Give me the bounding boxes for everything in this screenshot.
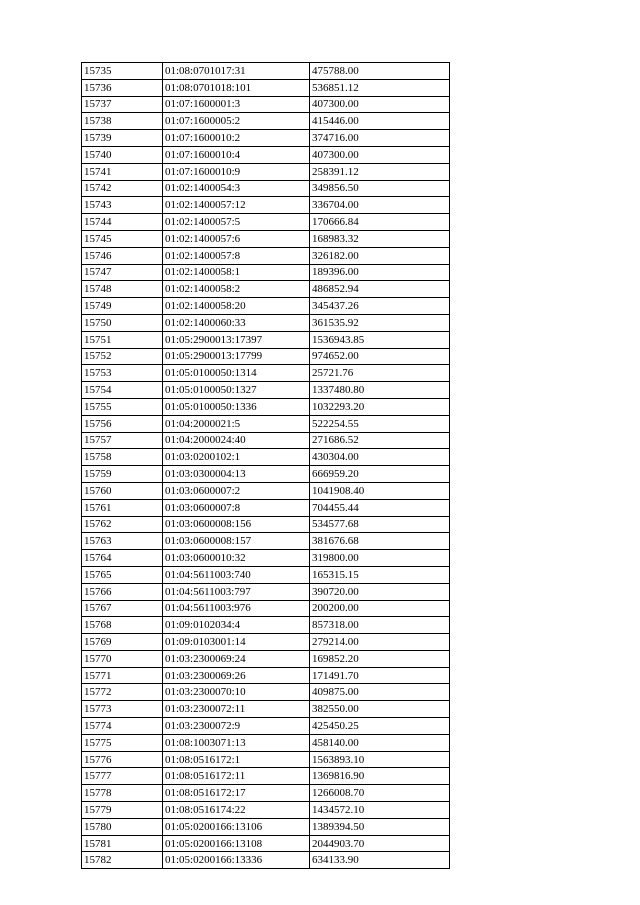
cadastral-number-cell: 01:02:1400054:3 — [163, 180, 310, 197]
row-number-cell: 15782 — [82, 852, 163, 869]
table-row — [82, 701, 450, 718]
cadastral-number-cell: 01:02:1400058:2 — [163, 281, 310, 298]
row-number-cell: 15780 — [82, 818, 163, 835]
value-cell: 458140.00 — [310, 734, 450, 751]
cadastral-number-cell: 01:02:1400057:5 — [163, 214, 310, 231]
table-row — [82, 802, 450, 819]
value-cell: 374716.00 — [310, 130, 450, 147]
table-row — [82, 785, 450, 802]
value-cell: 1536943.85 — [310, 331, 450, 348]
row-number-cell: 15766 — [82, 583, 163, 600]
row-number-cell: 15747 — [82, 264, 163, 281]
row-number-cell: 15743 — [82, 197, 163, 214]
table-row — [82, 298, 450, 315]
row-number-cell: 15765 — [82, 566, 163, 583]
cadastral-number-cell: 01:03:2300072:11 — [163, 701, 310, 718]
row-number-cell: 15745 — [82, 230, 163, 247]
table-row — [82, 566, 450, 583]
table-row — [82, 314, 450, 331]
value-cell: 169852.20 — [310, 650, 450, 667]
row-number-cell: 15777 — [82, 768, 163, 785]
cadastral-number-cell: 01:02:1400057:8 — [163, 247, 310, 264]
cadastral-number-cell: 01:08:0701018:101 — [163, 79, 310, 96]
value-cell: 1337480.80 — [310, 382, 450, 399]
row-number-cell: 15749 — [82, 298, 163, 315]
row-number-cell: 15744 — [82, 214, 163, 231]
row-number-cell: 15774 — [82, 718, 163, 735]
row-number-cell: 15754 — [82, 382, 163, 399]
value-cell: 170666.84 — [310, 214, 450, 231]
table-row — [82, 398, 450, 415]
cadastral-number-cell: 01:03:0600010:32 — [163, 550, 310, 567]
row-number-cell: 15756 — [82, 415, 163, 432]
row-number-cell: 15748 — [82, 281, 163, 298]
cadastral-number-cell: 01:04:5611003:740 — [163, 566, 310, 583]
row-number-cell: 15768 — [82, 617, 163, 634]
table-row — [82, 466, 450, 483]
cadastral-number-cell: 01:04:2000021:5 — [163, 415, 310, 432]
cadastral-number-cell: 01:02:1400057:6 — [163, 230, 310, 247]
row-number-cell: 15775 — [82, 734, 163, 751]
cadastral-number-cell: 01:05:2900013:17799 — [163, 348, 310, 365]
cadastral-number-cell: 01:08:0516172:1 — [163, 751, 310, 768]
cadastral-number-cell: 01:03:0300004:13 — [163, 466, 310, 483]
cadastral-number-cell: 01:05:0100050:1327 — [163, 382, 310, 399]
cadastral-number-cell: 01:07:1600010:4 — [163, 146, 310, 163]
table-row — [82, 180, 450, 197]
value-cell: 704455.44 — [310, 499, 450, 516]
row-number-cell: 15762 — [82, 516, 163, 533]
value-cell: 475788.00 — [310, 63, 450, 80]
table-row — [82, 449, 450, 466]
value-cell: 857318.00 — [310, 617, 450, 634]
value-cell: 200200.00 — [310, 600, 450, 617]
cadastral-number-cell: 01:07:1600005:2 — [163, 113, 310, 130]
value-cell: 345437.26 — [310, 298, 450, 315]
table-row — [82, 382, 450, 399]
document-page — [81, 62, 450, 869]
table-row — [82, 718, 450, 735]
cadastral-number-cell: 01:07:1600001:3 — [163, 96, 310, 113]
cadastral-number-cell: 01:05:0200166:13106 — [163, 818, 310, 835]
value-cell: 1369816.90 — [310, 768, 450, 785]
row-number-cell: 15779 — [82, 802, 163, 819]
table-row — [82, 499, 450, 516]
table-row — [82, 768, 450, 785]
table-row — [82, 516, 450, 533]
table-row — [82, 197, 450, 214]
table-row — [82, 818, 450, 835]
row-number-cell: 15758 — [82, 449, 163, 466]
row-number-cell: 15740 — [82, 146, 163, 163]
table-row — [82, 348, 450, 365]
table-row — [82, 533, 450, 550]
table-row — [82, 281, 450, 298]
table-row — [82, 415, 450, 432]
row-number-cell: 15742 — [82, 180, 163, 197]
cadastral-number-cell: 01:03:0600007:8 — [163, 499, 310, 516]
value-cell: 407300.00 — [310, 146, 450, 163]
cadastral-number-cell: 01:03:0600008:156 — [163, 516, 310, 533]
row-number-cell: 15781 — [82, 835, 163, 852]
value-cell: 1389394.50 — [310, 818, 450, 835]
table-row — [82, 583, 450, 600]
row-number-cell: 15739 — [82, 130, 163, 147]
table-row — [82, 751, 450, 768]
cadastral-number-cell: 01:03:0200102:1 — [163, 449, 310, 466]
cadastral-number-cell: 01:03:2300070:10 — [163, 684, 310, 701]
cadastral-number-cell: 01:09:0102034:4 — [163, 617, 310, 634]
table-row — [82, 247, 450, 264]
value-cell: 536851.12 — [310, 79, 450, 96]
value-cell: 361535.92 — [310, 314, 450, 331]
cadastral-number-cell: 01:05:0100050:1336 — [163, 398, 310, 415]
value-cell: 409875.00 — [310, 684, 450, 701]
row-number-cell: 15772 — [82, 684, 163, 701]
table-row — [82, 163, 450, 180]
row-number-cell: 15771 — [82, 667, 163, 684]
value-cell: 382550.00 — [310, 701, 450, 718]
row-number-cell: 15737 — [82, 96, 163, 113]
row-number-cell: 15770 — [82, 650, 163, 667]
row-number-cell: 15776 — [82, 751, 163, 768]
row-number-cell: 15761 — [82, 499, 163, 516]
table-row — [82, 600, 450, 617]
cadastral-number-cell: 01:08:0516172:17 — [163, 785, 310, 802]
cadastral-number-cell: 01:05:2900013:17397 — [163, 331, 310, 348]
row-number-cell: 15763 — [82, 533, 163, 550]
table-body — [82, 63, 450, 869]
cadastral-number-cell: 01:03:2300072:9 — [163, 718, 310, 735]
table-row — [82, 96, 450, 113]
row-number-cell: 15735 — [82, 63, 163, 80]
cadastral-number-cell: 01:08:0516174:22 — [163, 802, 310, 819]
cadastral-number-cell: 01:04:2000024:40 — [163, 432, 310, 449]
value-cell: 1041908.40 — [310, 482, 450, 499]
value-cell: 349856.50 — [310, 180, 450, 197]
table-row — [82, 113, 450, 130]
table-row — [82, 684, 450, 701]
value-cell: 974652.00 — [310, 348, 450, 365]
cadastral-number-cell: 01:08:0701017:31 — [163, 63, 310, 80]
table-row — [82, 432, 450, 449]
value-cell: 279214.00 — [310, 634, 450, 651]
row-number-cell: 15757 — [82, 432, 163, 449]
value-cell: 1032293.20 — [310, 398, 450, 415]
row-number-cell: 15753 — [82, 365, 163, 382]
cadastral-number-cell: 01:03:2300069:24 — [163, 650, 310, 667]
row-number-cell: 15736 — [82, 79, 163, 96]
value-cell: 486852.94 — [310, 281, 450, 298]
value-cell: 1266008.70 — [310, 785, 450, 802]
cadastral-number-cell: 01:07:1600010:9 — [163, 163, 310, 180]
cadastral-number-cell: 01:08:1003071:13 — [163, 734, 310, 751]
table-row — [82, 264, 450, 281]
value-cell: 381676.68 — [310, 533, 450, 550]
table-row — [82, 667, 450, 684]
table-row — [82, 482, 450, 499]
row-number-cell: 15750 — [82, 314, 163, 331]
row-number-cell: 15767 — [82, 600, 163, 617]
value-cell: 390720.00 — [310, 583, 450, 600]
value-cell: 666959.20 — [310, 466, 450, 483]
table-row — [82, 550, 450, 567]
cadastral-number-cell: 01:02:1400058:1 — [163, 264, 310, 281]
table-row — [82, 365, 450, 382]
table-row — [82, 650, 450, 667]
cadastral-number-cell: 01:03:0600007:2 — [163, 482, 310, 499]
value-cell: 171491.70 — [310, 667, 450, 684]
value-cell: 258391.12 — [310, 163, 450, 180]
value-cell: 189396.00 — [310, 264, 450, 281]
cadastral-number-cell: 01:02:1400060:33 — [163, 314, 310, 331]
value-cell: 1563893.10 — [310, 751, 450, 768]
table-row — [82, 146, 450, 163]
row-number-cell: 15738 — [82, 113, 163, 130]
table-row — [82, 852, 450, 869]
value-cell: 634133.90 — [310, 852, 450, 869]
table-row — [82, 617, 450, 634]
cadastral-number-cell: 01:07:1600010:2 — [163, 130, 310, 147]
table-row — [82, 79, 450, 96]
value-cell: 165315.15 — [310, 566, 450, 583]
table-row — [82, 214, 450, 231]
cadastral-number-cell: 01:05:0100050:1314 — [163, 365, 310, 382]
value-cell: 415446.00 — [310, 113, 450, 130]
value-cell: 1434572.10 — [310, 802, 450, 819]
cadastral-number-cell: 01:03:0600008:157 — [163, 533, 310, 550]
cadastral-number-cell: 01:04:5611003:797 — [163, 583, 310, 600]
cadastral-number-cell: 01:08:0516172:11 — [163, 768, 310, 785]
cadastral-number-cell: 01:05:0200166:13336 — [163, 852, 310, 869]
table-row — [82, 130, 450, 147]
cadastral-number-cell: 01:02:1400057:12 — [163, 197, 310, 214]
table-row — [82, 63, 450, 80]
value-cell: 430304.00 — [310, 449, 450, 466]
row-number-cell: 15752 — [82, 348, 163, 365]
table-row — [82, 230, 450, 247]
value-cell: 25721.76 — [310, 365, 450, 382]
table-row — [82, 734, 450, 751]
row-number-cell: 15755 — [82, 398, 163, 415]
row-number-cell: 15760 — [82, 482, 163, 499]
value-cell: 168983.32 — [310, 230, 450, 247]
value-cell: 522254.55 — [310, 415, 450, 432]
value-cell: 534577.68 — [310, 516, 450, 533]
cadastral-number-cell: 01:02:1400058:20 — [163, 298, 310, 315]
value-cell: 2044903.70 — [310, 835, 450, 852]
table-row — [82, 331, 450, 348]
row-number-cell: 15759 — [82, 466, 163, 483]
value-cell: 336704.00 — [310, 197, 450, 214]
row-number-cell: 15778 — [82, 785, 163, 802]
value-cell: 319800.00 — [310, 550, 450, 567]
value-cell: 425450.25 — [310, 718, 450, 735]
row-number-cell: 15741 — [82, 163, 163, 180]
value-cell: 407300.00 — [310, 96, 450, 113]
row-number-cell: 15751 — [82, 331, 163, 348]
row-number-cell: 15773 — [82, 701, 163, 718]
table-row — [82, 634, 450, 651]
cadastral-number-cell: 01:09:0103001:14 — [163, 634, 310, 651]
row-number-cell: 15746 — [82, 247, 163, 264]
row-number-cell: 15764 — [82, 550, 163, 567]
cadastral-number-cell: 01:03:2300069:26 — [163, 667, 310, 684]
value-cell: 271686.52 — [310, 432, 450, 449]
cadastral-number-cell: 01:05:0200166:13108 — [163, 835, 310, 852]
data-table — [81, 62, 450, 869]
table-row — [82, 835, 450, 852]
value-cell: 326182.00 — [310, 247, 450, 264]
row-number-cell: 15769 — [82, 634, 163, 651]
cadastral-number-cell: 01:04:5611003:976 — [163, 600, 310, 617]
